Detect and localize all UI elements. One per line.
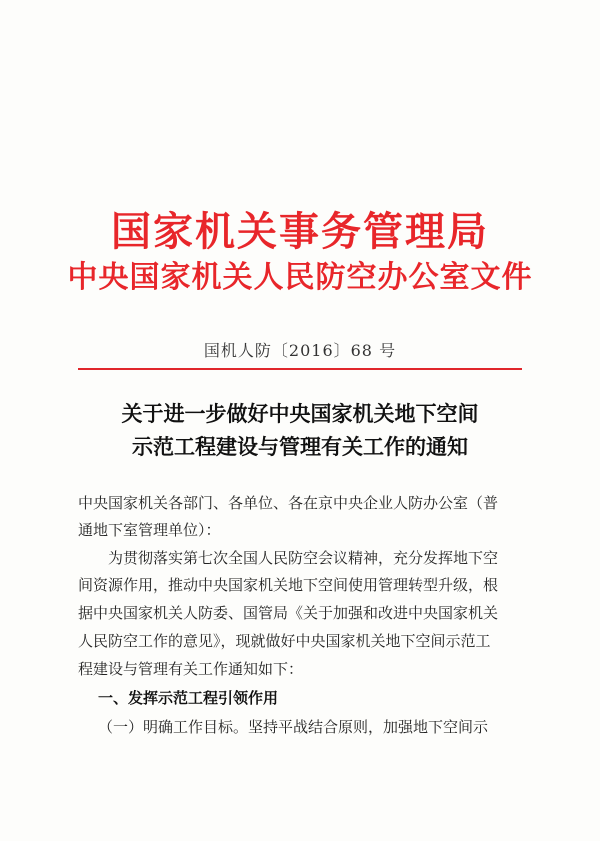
paragraph-1-line-3: 据中央国家机关人防委、国管局《关于加强和改进中央国家机关 (78, 604, 499, 622)
document-title-line-1: 关于进一步做好中央国家机关地下空间 (121, 401, 479, 426)
agency-name-primary: 国家机关事务管理局 (111, 208, 489, 255)
item-1-line-1: （一）明确工作目标。坚持平战结合原则，加强地下空间示 (98, 718, 489, 736)
paragraph-1-line-5: 程建设与管理有关工作通知如下： (78, 660, 304, 678)
paragraph-1-line-1: 为贯彻落实第七次全国人民防空会议精神，充分发挥地下空 (78, 549, 499, 567)
document-title-line-2: 示范工程建设与管理有关工作的通知 (132, 434, 468, 459)
paragraph-1-line-2: 间资源作用，推动中央国家机关地下空间使用管理转型升级，根 (78, 576, 499, 594)
document-number: 国机人防〔2016〕68 号 (203, 341, 397, 360)
section-1-heading: 一、发挥示范工程引领作用 (98, 689, 279, 707)
paragraph-1-line-4: 人民防空工作的意见》，现就做好中央国家机关地下空间示范工 (78, 632, 491, 650)
addressee-line-1: 中央国家机关各部门、各单位、各在京中央企业人防办公室（普 (78, 494, 499, 512)
red-divider-line (78, 368, 522, 370)
agency-name-secondary: 中央国家机关人民防空办公室文件 (67, 260, 533, 295)
addressee-line-2: 通地下室管理单位）： (78, 521, 221, 539)
